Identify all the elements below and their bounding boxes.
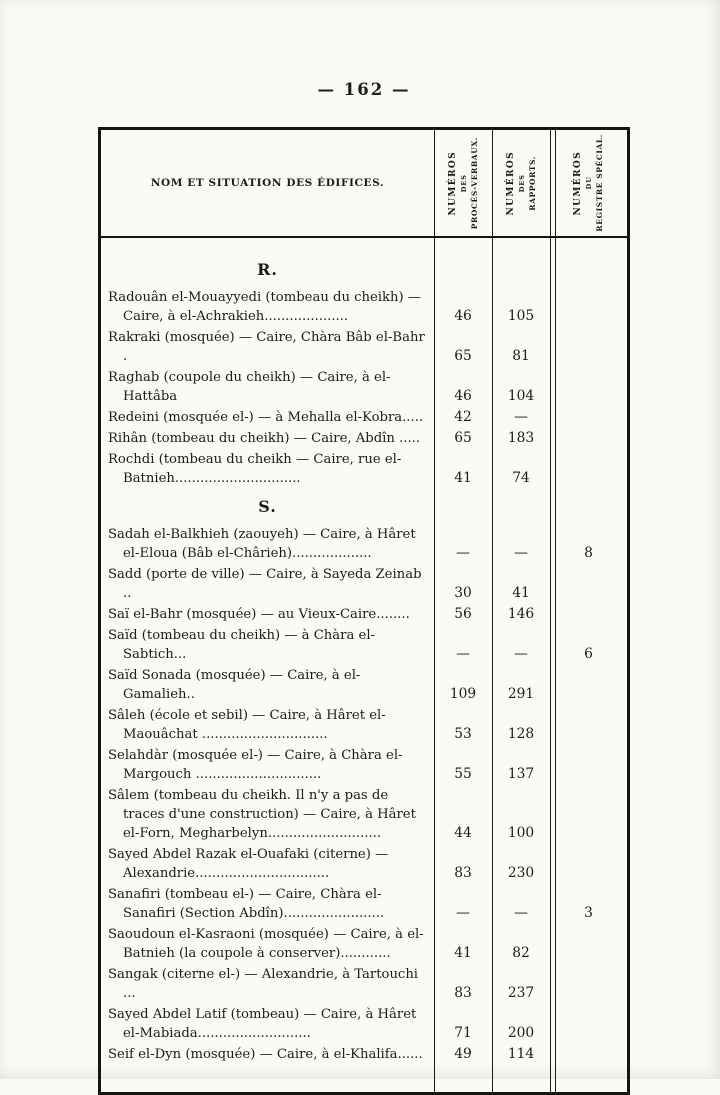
proces-verbal-number: 53: [454, 726, 472, 742]
proces-verbal-number: —: [456, 545, 470, 561]
registre-number: 8: [584, 545, 593, 561]
edifice-name: Seif el-Dyn (mosquée) — Caire, à el-Khalifa......: [108, 1047, 423, 1062]
rapport-number: 100: [507, 825, 535, 841]
rapport-number: 104: [507, 388, 535, 404]
proces-verbal-number: 46: [454, 388, 472, 404]
table-row: [101, 786, 627, 843]
edifice-name: Rochdi (tombeau du cheikh — Caire, rue el-Batnieh..............................: [108, 452, 402, 486]
edifice-name: Selahdàr (mosquée el-) — Caire, à Chàra el-Margouch ..............................: [108, 748, 403, 782]
proces-verbal-number: 49: [454, 1046, 472, 1062]
table-row: [101, 429, 627, 448]
rapport-number: —: [514, 409, 528, 425]
edifice-name: Redeini (mosquée el-) — à Mehalla el-Kobra.....: [108, 410, 424, 425]
registre-number: 6: [584, 646, 593, 662]
table-frame: [98, 127, 630, 1095]
table-row: [101, 368, 627, 406]
rapport-number: 114: [507, 1046, 535, 1062]
registre-number: [550, 565, 627, 603]
edifice-name: Raghab (coupole du cheikh) — Caire, à el-Hattâba: [108, 370, 391, 404]
rapport-number: 137: [507, 766, 535, 782]
rapport-number: 230: [507, 865, 535, 881]
registre-number: [550, 429, 627, 448]
proces-verbal-number: —: [456, 905, 470, 921]
table-row: [101, 706, 627, 744]
column-header-registre-special: [550, 130, 627, 236]
table-row: [101, 525, 627, 563]
registre-number: [550, 368, 627, 406]
proces-verbal-number: 109: [449, 686, 477, 702]
proces-verbal-number: 65: [454, 430, 472, 446]
header-proces-verbaux-line2: DES: [459, 173, 468, 193]
table-row: [101, 746, 627, 784]
rapport-number: 200: [507, 1025, 535, 1041]
registre-number: [550, 288, 627, 326]
rapport-number: 128: [507, 726, 535, 742]
proces-verbal-number: 65: [454, 348, 472, 364]
registre-number: [550, 666, 627, 704]
rapport-number: 82: [512, 945, 530, 961]
table-body: [101, 238, 627, 1092]
edifice-name: Rihân (tombeau du cheikh) — Caire, Abdîn .....: [108, 431, 421, 446]
proces-verbal-number: 42: [454, 409, 472, 425]
rapport-number: 291: [507, 686, 535, 702]
table-row: [101, 885, 627, 923]
header-rapports-line3: RAPPORTS.: [527, 155, 537, 211]
registre-number: [550, 605, 627, 624]
registre-number: [550, 450, 627, 488]
table-row: [101, 565, 627, 603]
header-proces-verbaux-line1: NUMÉROS: [447, 150, 458, 216]
registre-number: [550, 1045, 627, 1064]
edifice-name: Saoudoun el-Kasraoni (mosquée) — Caire, à el-Batnieh (la coupole à conserver)............: [108, 927, 424, 961]
registre-number: [550, 408, 627, 427]
proces-verbal-number: 83: [454, 865, 472, 881]
rapport-number: 81: [512, 348, 530, 364]
edifice-name: Rakraki (mosquée) — Caire, Chàra Bâb el-Bahr .: [108, 330, 425, 364]
proces-verbal-number: 56: [454, 606, 472, 622]
section-letter: S.: [258, 497, 277, 516]
edifice-name: Sadah el-Balkhieh (zaouyeh) — Caire, à Hâret el-Eloua (Bâb el-Chârieh)...................: [108, 527, 416, 561]
proces-verbal-number: —: [456, 646, 470, 662]
header-rapports-line2: DES: [517, 173, 526, 193]
registre-number: [550, 965, 627, 1003]
edifice-name: Saïd (tombeau du cheikh) — à Chàra el-Sabtich...: [108, 628, 375, 662]
edifice-name: Sanafiri (tombeau el-) — Caire, Chàra el-Sanafiri (Section Abdîn)........................: [108, 887, 385, 921]
header-registre-line2: DU: [585, 176, 593, 190]
proces-verbal-number: 41: [454, 945, 472, 961]
registre-number: [550, 925, 627, 963]
edifice-name: Sâlem (tombeau du cheikh. Il n'y a pas de traces d'une construction) — Caire, à Hâret el-Forn, Megharbelyn...........................: [108, 788, 416, 841]
edifice-name: Saï el-Bahr (mosquée) — au Vieux-Caire........: [108, 607, 410, 622]
edifice-name: Sayed Abdel Latif (tombeau) — Caire, à Hâret el-Mabiada...........................: [108, 1007, 417, 1041]
header-registre-line3: REGISTRE SPÉCIAL.: [595, 134, 604, 232]
column-header-proces-verbaux: [434, 130, 492, 236]
rapport-number: —: [514, 905, 528, 921]
table-row: [101, 965, 627, 1003]
column-header-rapports: [492, 130, 550, 236]
rapport-number: 237: [507, 985, 535, 1001]
registre-number: [550, 746, 627, 784]
rapport-number: 41: [512, 585, 530, 601]
edifice-name: Sâleh (école et sebil) — Caire, à Hâret el-Maouâchat ..............................: [108, 708, 386, 742]
table-row: [101, 626, 627, 664]
rapport-number: —: [514, 545, 528, 561]
proces-verbal-number: 44: [454, 825, 472, 841]
rapport-number: 183: [507, 430, 535, 446]
proces-verbal-number: 46: [454, 308, 472, 324]
registre-number: [550, 1005, 627, 1043]
edifice-name: Saïd Sonada (mosquée) — Caire, à el-Gamalieh..: [108, 668, 361, 702]
edifice-name: Sangak (citerne el-) — Alexandrie, à Tartouchi ...: [108, 967, 419, 1001]
registre-number: [550, 845, 627, 883]
rapport-number: 74: [512, 470, 530, 486]
registre-number: [550, 786, 627, 843]
table-header: [101, 130, 627, 238]
table-row: [101, 925, 627, 963]
registre-number: 3: [584, 905, 593, 921]
registre-number: [550, 328, 627, 366]
table-row: [101, 408, 627, 427]
registre-number: [550, 706, 627, 744]
proces-verbal-number: 55: [454, 766, 472, 782]
section-letter: R.: [257, 260, 278, 279]
edifice-name: Sayed Abdel Razak el-Ouafaki (citerne) — Alexandrie................................: [108, 847, 389, 881]
proces-verbal-number: 41: [454, 470, 472, 486]
proces-verbal-number: 30: [454, 585, 472, 601]
table-row: [101, 605, 627, 624]
table-row: [101, 450, 627, 488]
edifice-name: Sadd (porte de ville) — Caire, à Sayeda Zeinab ..: [108, 567, 422, 601]
table-row: [101, 328, 627, 366]
table-row: [101, 666, 627, 704]
header-rapports-line1: NUMÉROS: [505, 150, 516, 216]
table-row: [101, 288, 627, 326]
table-row: [101, 1045, 627, 1064]
proces-verbal-number: 71: [454, 1025, 472, 1041]
edifice-name: Radouân el-Mouayyedi (tombeau du cheikh) — Caire, à el-Achrakieh....................: [108, 290, 422, 324]
page-number: — 162 —: [317, 80, 411, 99]
rapport-number: 146: [507, 606, 535, 622]
table-row: [101, 845, 627, 883]
table-row: [101, 1005, 627, 1043]
rapport-number: 105: [507, 308, 535, 324]
column-header-nom-et-situation: NOM ET SITUATION DES ÉDIFICES.: [150, 177, 385, 189]
header-registre-line1: NUMÉROS: [573, 150, 583, 216]
header-proces-verbaux-line3: PROCÈS-VERBAUX.: [469, 136, 479, 230]
proces-verbal-number: 83: [454, 985, 472, 1001]
rapport-number: —: [514, 646, 528, 662]
